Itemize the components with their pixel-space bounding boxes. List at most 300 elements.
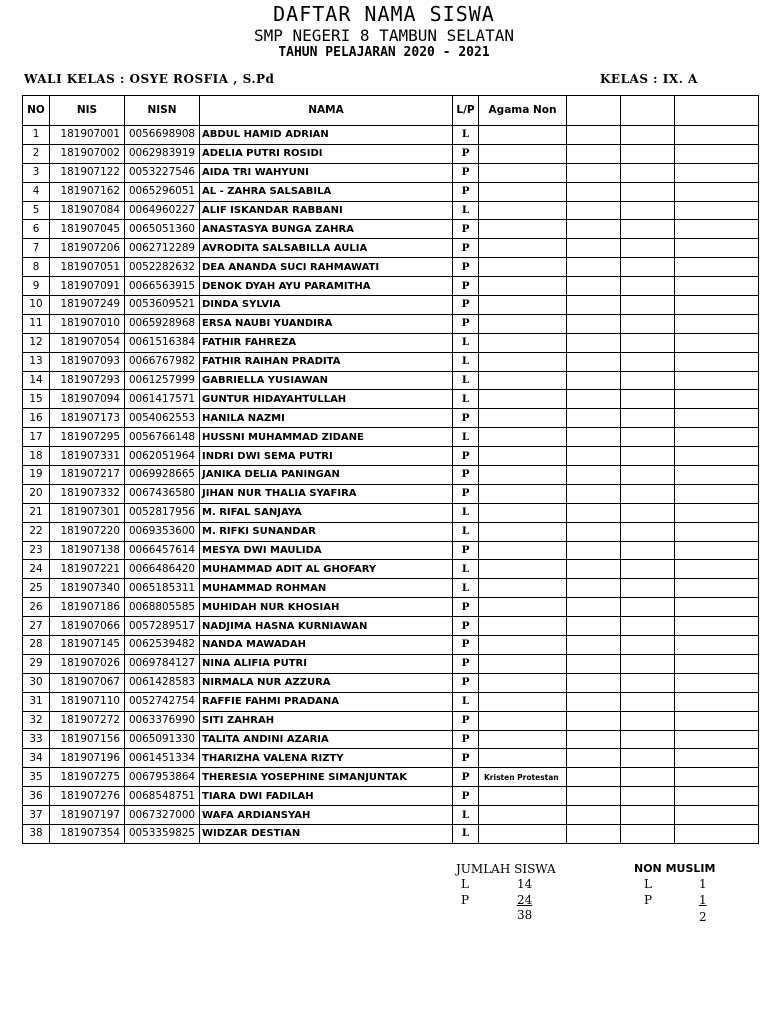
empty-cell xyxy=(567,239,621,258)
empty-cell xyxy=(567,824,621,843)
student-table xyxy=(22,95,759,844)
student-religion xyxy=(479,673,567,692)
table-row xyxy=(23,258,759,277)
empty-cell xyxy=(621,428,675,447)
table-row xyxy=(23,806,759,825)
student-name: MUHIDAH NUR KHOSIAH xyxy=(200,598,453,617)
column-header xyxy=(567,96,621,126)
student-nis: 181907094 xyxy=(50,390,125,409)
student-nisn: 0067953864 xyxy=(125,768,200,787)
empty-cell xyxy=(675,806,759,825)
row-number: 13 xyxy=(23,352,50,371)
student-nis: 181907301 xyxy=(50,503,125,522)
student-nisn: 0061428583 xyxy=(125,673,200,692)
row-number: 1 xyxy=(23,126,50,145)
table-row xyxy=(23,541,759,560)
table-row xyxy=(23,636,759,655)
student-gender: L xyxy=(453,579,479,598)
empty-cell xyxy=(621,484,675,503)
empty-cell xyxy=(621,333,675,352)
student-name: NIRMALA NUR AZZURA xyxy=(200,673,453,692)
row-number: 31 xyxy=(23,692,50,711)
empty-cell xyxy=(621,466,675,485)
student-religion xyxy=(479,787,567,806)
student-nis: 181907138 xyxy=(50,541,125,560)
student-nis: 181907093 xyxy=(50,352,125,371)
non-muslim-male-count: 1 xyxy=(699,877,707,891)
table-row xyxy=(23,711,759,730)
student-nisn: 0065051360 xyxy=(125,220,200,239)
student-nisn: 0056698908 xyxy=(125,126,200,145)
empty-cell xyxy=(567,560,621,579)
student-gender: L xyxy=(453,560,479,579)
empty-cell xyxy=(675,579,759,598)
empty-cell xyxy=(567,466,621,485)
student-nis: 181907066 xyxy=(50,617,125,636)
empty-cell xyxy=(621,182,675,201)
student-nisn: 0067327000 xyxy=(125,806,200,825)
student-religion xyxy=(479,711,567,730)
empty-cell xyxy=(567,730,621,749)
student-nisn: 0056766148 xyxy=(125,428,200,447)
student-nis: 181907197 xyxy=(50,806,125,825)
student-nisn: 0053609521 xyxy=(125,296,200,315)
empty-cell xyxy=(621,258,675,277)
student-religion xyxy=(479,144,567,163)
student-religion xyxy=(479,182,567,201)
student-gender: P xyxy=(453,447,479,466)
student-religion xyxy=(479,598,567,617)
total-count: 38 xyxy=(517,908,533,922)
student-religion xyxy=(479,163,567,182)
student-nisn: 0065091330 xyxy=(125,730,200,749)
school-name: SMP NEGERI 8 TAMBUN SELATAN xyxy=(253,26,515,45)
non-muslim-female-label: P xyxy=(644,893,653,907)
row-number: 37 xyxy=(23,806,50,825)
student-name: THARIZHA VALENA RIZTY xyxy=(200,749,453,768)
empty-cell xyxy=(621,787,675,806)
empty-cell xyxy=(567,428,621,447)
student-nis: 181907196 xyxy=(50,749,125,768)
student-name: THERESIA YOSEPHINE SIMANJUNTAK xyxy=(200,768,453,787)
row-number: 5 xyxy=(23,201,50,220)
empty-cell xyxy=(621,749,675,768)
row-number: 16 xyxy=(23,409,50,428)
student-nisn: 0052742754 xyxy=(125,692,200,711)
table-row xyxy=(23,824,759,843)
student-religion xyxy=(479,654,567,673)
student-nisn: 0053227546 xyxy=(125,163,200,182)
student-name: TALITA ANDINI AZARIA xyxy=(200,730,453,749)
empty-cell xyxy=(567,333,621,352)
row-number: 4 xyxy=(23,182,50,201)
table-row xyxy=(23,239,759,258)
student-religion xyxy=(479,730,567,749)
table-row xyxy=(23,673,759,692)
empty-cell xyxy=(567,673,621,692)
empty-cell xyxy=(675,428,759,447)
empty-cell xyxy=(567,711,621,730)
table-row xyxy=(23,428,759,447)
empty-cell xyxy=(675,163,759,182)
table-row xyxy=(23,390,759,409)
table-row xyxy=(23,220,759,239)
student-nis: 181907293 xyxy=(50,371,125,390)
student-gender: L xyxy=(453,352,479,371)
student-nisn: 0066486420 xyxy=(125,560,200,579)
column-header xyxy=(675,96,759,126)
student-gender: P xyxy=(453,711,479,730)
empty-cell xyxy=(567,598,621,617)
academic-year: TAHUN PELAJARAN 2020 - 2021 xyxy=(278,45,490,60)
table-row xyxy=(23,484,759,503)
student-nisn: 0061257999 xyxy=(125,371,200,390)
empty-cell xyxy=(621,711,675,730)
row-number: 23 xyxy=(23,541,50,560)
column-header: NISN xyxy=(125,96,200,126)
table-body xyxy=(23,126,759,844)
empty-cell xyxy=(621,598,675,617)
empty-cell xyxy=(567,768,621,787)
column-header: NIS xyxy=(50,96,125,126)
student-nisn: 0052817956 xyxy=(125,503,200,522)
student-religion xyxy=(479,333,567,352)
table-row xyxy=(23,730,759,749)
student-name: MUHAMMAD ROHMAN xyxy=(200,579,453,598)
empty-cell xyxy=(621,144,675,163)
empty-cell xyxy=(621,503,675,522)
empty-cell xyxy=(675,296,759,315)
row-number: 19 xyxy=(23,466,50,485)
student-religion xyxy=(479,503,567,522)
student-nis: 181907331 xyxy=(50,447,125,466)
student-name: INDRI DWI SEMA PUTRI xyxy=(200,447,453,466)
student-nis: 181907354 xyxy=(50,824,125,843)
student-religion xyxy=(479,749,567,768)
student-nis: 181907275 xyxy=(50,768,125,787)
table-row xyxy=(23,503,759,522)
non-muslim-female-count: 1 xyxy=(699,893,707,907)
row-number: 6 xyxy=(23,220,50,239)
student-nis: 181907054 xyxy=(50,333,125,352)
table-row xyxy=(23,654,759,673)
empty-cell xyxy=(675,636,759,655)
non-muslim-label: NON MUSLIM xyxy=(634,862,716,875)
student-name: AVRODITA SALSABILLA AULIA xyxy=(200,239,453,258)
student-gender: L xyxy=(453,201,479,220)
student-gender: L xyxy=(453,333,479,352)
student-name: ADELIA PUTRI ROSIDI xyxy=(200,144,453,163)
empty-cell xyxy=(621,673,675,692)
student-name: JIHAN NUR THALIA SYAFIRA xyxy=(200,484,453,503)
student-religion xyxy=(479,617,567,636)
student-name: ALIF ISKANDAR RABBANI xyxy=(200,201,453,220)
student-name: MESYA DWI MAULIDA xyxy=(200,541,453,560)
empty-cell xyxy=(567,541,621,560)
empty-cell xyxy=(621,806,675,825)
student-name: GABRIELLA YUSIAWAN xyxy=(200,371,453,390)
student-nisn: 0068805585 xyxy=(125,598,200,617)
empty-cell xyxy=(675,484,759,503)
student-religion xyxy=(479,579,567,598)
empty-cell xyxy=(621,220,675,239)
student-religion xyxy=(479,296,567,315)
student-nisn: 0062539482 xyxy=(125,636,200,655)
student-religion xyxy=(479,447,567,466)
student-name: DENOK DYAH AYU PARAMITHA xyxy=(200,277,453,296)
male-count: 14 xyxy=(517,877,533,891)
empty-cell xyxy=(621,522,675,541)
empty-cell xyxy=(621,163,675,182)
column-header: L/P xyxy=(453,96,479,126)
empty-cell xyxy=(621,409,675,428)
student-nisn: 0064960227 xyxy=(125,201,200,220)
table-row xyxy=(23,768,759,787)
student-name: DINDA SYLVIA xyxy=(200,296,453,315)
male-label: L xyxy=(461,877,469,891)
student-gender: L xyxy=(453,428,479,447)
row-number: 25 xyxy=(23,579,50,598)
table-row xyxy=(23,617,759,636)
student-nis: 181907217 xyxy=(50,466,125,485)
empty-cell xyxy=(675,711,759,730)
empty-cell xyxy=(675,541,759,560)
empty-cell xyxy=(675,447,759,466)
row-number: 2 xyxy=(23,144,50,163)
empty-cell xyxy=(675,182,759,201)
empty-cell xyxy=(567,579,621,598)
empty-cell xyxy=(567,126,621,145)
empty-cell xyxy=(675,654,759,673)
student-nisn: 0061516384 xyxy=(125,333,200,352)
row-number: 20 xyxy=(23,484,50,503)
student-name: AIDA TRI WAHYUNI xyxy=(200,163,453,182)
student-nisn: 0066457614 xyxy=(125,541,200,560)
student-name: AL - ZAHRA SALSABILA xyxy=(200,182,453,201)
student-gender: L xyxy=(453,390,479,409)
empty-cell xyxy=(567,503,621,522)
table-row xyxy=(23,182,759,201)
student-religion xyxy=(479,522,567,541)
student-nis: 181907026 xyxy=(50,654,125,673)
student-nis: 181907295 xyxy=(50,428,125,447)
row-number: 8 xyxy=(23,258,50,277)
student-gender: P xyxy=(453,768,479,787)
student-nisn: 0065185311 xyxy=(125,579,200,598)
empty-cell xyxy=(675,409,759,428)
empty-cell xyxy=(567,522,621,541)
student-name: JANIKA DELIA PANINGAN xyxy=(200,466,453,485)
student-nis: 181907332 xyxy=(50,484,125,503)
student-religion xyxy=(479,258,567,277)
student-nis: 181907045 xyxy=(50,220,125,239)
student-nisn: 0052282632 xyxy=(125,258,200,277)
empty-cell xyxy=(567,654,621,673)
empty-cell xyxy=(621,447,675,466)
student-nis: 181907162 xyxy=(50,182,125,201)
student-gender: L xyxy=(453,824,479,843)
empty-cell xyxy=(675,503,759,522)
non-muslim-total: 2 xyxy=(699,910,707,924)
student-name: M. RIFAL SANJAYA xyxy=(200,503,453,522)
student-name: ERSA NAUBI YUANDIRA xyxy=(200,314,453,333)
table-row xyxy=(23,447,759,466)
empty-cell xyxy=(621,579,675,598)
student-gender: P xyxy=(453,296,479,315)
row-number: 22 xyxy=(23,522,50,541)
student-nisn: 0062051964 xyxy=(125,447,200,466)
empty-cell xyxy=(675,220,759,239)
student-gender: P xyxy=(453,787,479,806)
student-religion xyxy=(479,466,567,485)
row-number: 9 xyxy=(23,277,50,296)
empty-cell xyxy=(675,730,759,749)
empty-cell xyxy=(567,220,621,239)
student-nis: 181907145 xyxy=(50,636,125,655)
student-gender: L xyxy=(453,371,479,390)
student-nis: 181907220 xyxy=(50,522,125,541)
table-row xyxy=(23,522,759,541)
empty-cell xyxy=(621,692,675,711)
student-nisn: 0062712289 xyxy=(125,239,200,258)
student-religion xyxy=(479,484,567,503)
row-number: 29 xyxy=(23,654,50,673)
student-nisn: 0053359825 xyxy=(125,824,200,843)
empty-cell xyxy=(675,787,759,806)
student-nisn: 0062983919 xyxy=(125,144,200,163)
empty-cell xyxy=(567,617,621,636)
student-religion xyxy=(479,541,567,560)
student-gender: P xyxy=(453,673,479,692)
student-name: M. RIFKI SUNANDAR xyxy=(200,522,453,541)
empty-cell xyxy=(675,768,759,787)
empty-cell xyxy=(675,390,759,409)
student-religion xyxy=(479,220,567,239)
table-row xyxy=(23,787,759,806)
empty-cell xyxy=(567,636,621,655)
student-nis: 181907221 xyxy=(50,560,125,579)
row-number: 24 xyxy=(23,560,50,579)
student-nis: 181907051 xyxy=(50,258,125,277)
empty-cell xyxy=(675,371,759,390)
female-count: 24 xyxy=(517,893,533,907)
student-nis: 181907122 xyxy=(50,163,125,182)
table-row xyxy=(23,314,759,333)
student-nisn: 0065296051 xyxy=(125,182,200,201)
empty-cell xyxy=(567,144,621,163)
empty-cell xyxy=(567,296,621,315)
student-religion xyxy=(479,239,567,258)
student-religion xyxy=(479,371,567,390)
row-number: 38 xyxy=(23,824,50,843)
empty-cell xyxy=(567,806,621,825)
empty-cell xyxy=(675,333,759,352)
empty-cell xyxy=(567,692,621,711)
student-gender: L xyxy=(453,692,479,711)
row-number: 17 xyxy=(23,428,50,447)
class-label: KELAS : IX. A xyxy=(600,72,698,86)
student-religion xyxy=(479,560,567,579)
table-row xyxy=(23,579,759,598)
student-gender: P xyxy=(453,466,479,485)
empty-cell xyxy=(621,296,675,315)
column-header: NAMA xyxy=(200,96,453,126)
student-nisn: 0069353600 xyxy=(125,522,200,541)
empty-cell xyxy=(567,484,621,503)
empty-cell xyxy=(675,598,759,617)
student-gender: P xyxy=(453,617,479,636)
student-nis: 181907276 xyxy=(50,787,125,806)
table-row xyxy=(23,560,759,579)
student-gender: L xyxy=(453,522,479,541)
student-name: ANASTASYA BUNGA ZAHRA xyxy=(200,220,453,239)
empty-cell xyxy=(621,768,675,787)
student-name: WAFA ARDIANSYAH xyxy=(200,806,453,825)
student-religion xyxy=(479,390,567,409)
row-number: 28 xyxy=(23,636,50,655)
empty-cell xyxy=(621,390,675,409)
student-nis: 181907002 xyxy=(50,144,125,163)
table-row xyxy=(23,409,759,428)
row-number: 34 xyxy=(23,749,50,768)
student-religion xyxy=(479,126,567,145)
empty-cell xyxy=(621,541,675,560)
student-nis: 181907156 xyxy=(50,730,125,749)
empty-cell xyxy=(567,749,621,768)
empty-cell xyxy=(621,126,675,145)
total-students-label: JUMLAH SISWA xyxy=(456,862,556,876)
student-name: TIARA DWI FADILAH xyxy=(200,787,453,806)
student-nisn: 0069784127 xyxy=(125,654,200,673)
empty-cell xyxy=(621,654,675,673)
empty-cell xyxy=(675,144,759,163)
table-row xyxy=(23,296,759,315)
student-nisn: 0066563915 xyxy=(125,277,200,296)
student-nis: 181907249 xyxy=(50,296,125,315)
table-row xyxy=(23,466,759,485)
student-gender: P xyxy=(453,730,479,749)
empty-cell xyxy=(567,787,621,806)
student-nis: 181907272 xyxy=(50,711,125,730)
empty-cell xyxy=(621,201,675,220)
empty-cell xyxy=(621,239,675,258)
student-nisn: 0067436580 xyxy=(125,484,200,503)
student-religion xyxy=(479,277,567,296)
student-religion xyxy=(479,692,567,711)
student-gender: P xyxy=(453,314,479,333)
empty-cell xyxy=(567,163,621,182)
student-name: HUSSNI MUHAMMAD ZIDANE xyxy=(200,428,453,447)
empty-cell xyxy=(621,277,675,296)
table-row xyxy=(23,144,759,163)
empty-cell xyxy=(621,314,675,333)
empty-cell xyxy=(675,617,759,636)
student-nis: 181907067 xyxy=(50,673,125,692)
empty-cell xyxy=(675,522,759,541)
student-religion xyxy=(479,636,567,655)
student-gender: L xyxy=(453,503,479,522)
empty-cell xyxy=(675,277,759,296)
row-number: 10 xyxy=(23,296,50,315)
student-gender: P xyxy=(453,182,479,201)
student-name: GUNTUR HIDAYAHTULLAH xyxy=(200,390,453,409)
student-nisn: 0057289517 xyxy=(125,617,200,636)
student-religion xyxy=(479,806,567,825)
student-gender: P xyxy=(453,163,479,182)
student-name: NADJIMA HASNA KURNIAWAN xyxy=(200,617,453,636)
empty-cell xyxy=(675,352,759,371)
empty-cell xyxy=(621,636,675,655)
